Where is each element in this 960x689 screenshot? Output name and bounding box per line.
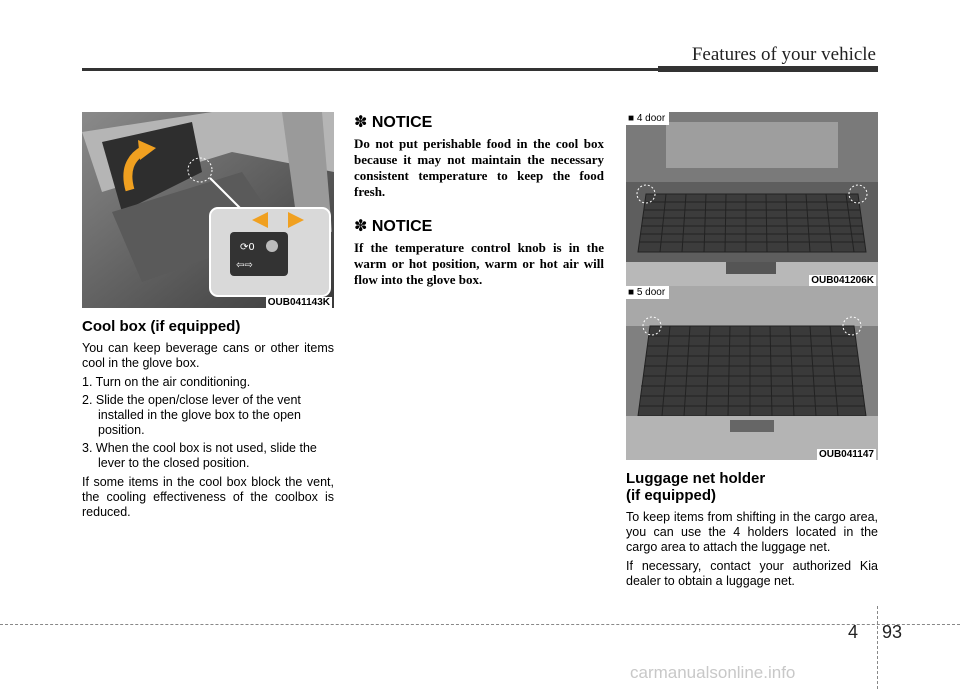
chapter-number: 4 — [848, 622, 859, 642]
running-header: Features of your vehicle — [691, 44, 876, 65]
figure-code: OUB041147 — [818, 449, 874, 460]
page-number: 93 — [882, 622, 903, 642]
header-rule-accent — [658, 66, 878, 72]
footer-divider — [877, 606, 878, 689]
svg-text:⇦⇨: ⇦⇨ — [236, 260, 253, 271]
paragraph: To keep items from shifting in the cargo area, you can use the 4 holders located in the cargo area to attach the luggage net. — [626, 510, 878, 554]
paragraph: If necessary, contact your authorized Kia dealer to obtain a luggage net. — [626, 559, 878, 588]
svg-text:⟳0: ⟳0 — [240, 242, 255, 253]
notice-title: ✽ NOTICE — [354, 218, 433, 235]
cargo-5door-figure — [626, 286, 878, 460]
notice-body: If the temperature control knob is in the warm or hot position, warm or hot air will flow into the glove box. — [354, 240, 604, 287]
figure-code: OUB041143K — [267, 297, 330, 308]
column-notices — [354, 112, 604, 304]
list-item: 2. Slide the open/close lever of the vent installed in the glove box to the open position. — [82, 393, 301, 437]
section-heading: Cool box (if equipped) — [82, 318, 241, 335]
outro-paragraph: If some items in the cool box block the vent, the cooling effectiveness of the coolbox is reduced. — [82, 475, 334, 519]
list-item: 1. Turn on the air conditioning. — [82, 375, 251, 389]
figure-tag: ■ 4 door — [626, 112, 669, 125]
section-heading-sub: (if equipped) — [626, 487, 716, 504]
figure-code: OUB041206K — [811, 275, 874, 286]
steps-list — [82, 375, 334, 471]
cargo-4door-illustration — [626, 112, 878, 286]
column-luggage-net — [626, 112, 878, 593]
column-cool-box — [82, 112, 334, 524]
list-item: 3. When the cool box is not used, slide the lever to the closed position. — [82, 441, 317, 470]
section-heading: Luggage net holder — [626, 470, 766, 487]
notice-body: Do not put perishable food in the cool box because it may not maintain the necessary consistent temperature to keep the food fresh. — [354, 136, 604, 199]
notice-title: ✽ NOTICE — [354, 114, 433, 131]
footer-rule — [0, 624, 960, 625]
figure-tag: ■ 5 door — [626, 286, 669, 299]
intro-paragraph: You can keep beverage cans or other items cool in the glove box. — [82, 341, 334, 370]
glove-box-figure — [82, 112, 334, 308]
glove-box-illustration — [82, 112, 334, 308]
cargo-5door-illustration — [626, 286, 878, 460]
cargo-4door-figure — [626, 112, 878, 286]
watermark: carmanualsonline.info — [630, 663, 796, 682]
